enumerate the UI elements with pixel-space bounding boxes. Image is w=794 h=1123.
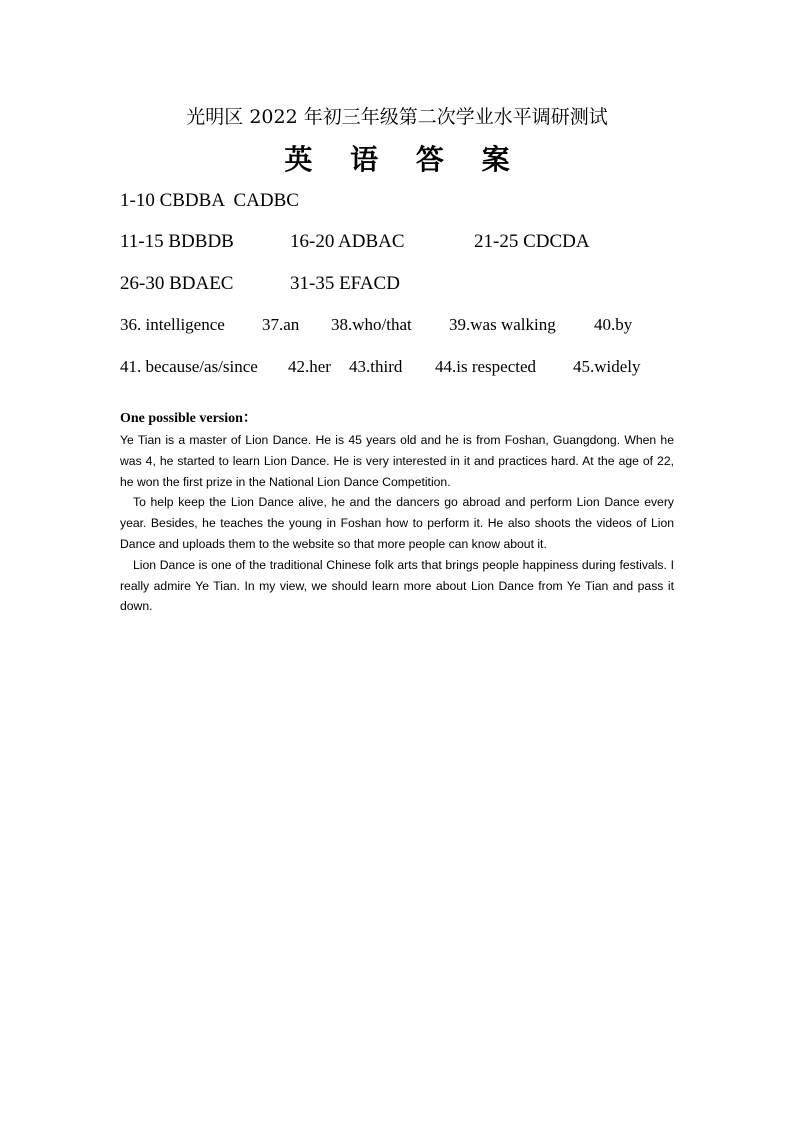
answer-39: 39.was walking [449,315,556,334]
essay-paragraph-3: Lion Dance is one of the traditional Chinese folk arts that brings people happiness during festivals. I really admire Ye Tian. In my view, we should learn more about Lion Dance from Ye Tian and pass it down. [120,557,674,614]
answer-40: 40.by [594,315,633,334]
answer-38: 38.who/that [331,315,412,334]
essay-label: One possible version： [120,411,257,426]
essay-paragraph-2: To help keep the Lion Dance alive, he and the dancers go abroad and perform Lion Dance every year. Besides, he teaches the young in Foshan how to perform it. He also shoots the videos of Lion Dance and uploads them to the website so that more people can know about it. [120,495,674,551]
answer-heading: 英 语 答 案 [284,143,524,176]
answer-42: 42.her [288,357,331,376]
answer-group-31-35: 31-35 EFACD [290,273,400,294]
answer-37: 37.an [262,315,300,334]
answer-43: 43.third [349,357,403,376]
sample-essay [120,409,674,617]
answer-group-1-10: 1-10 CBDBA CADBC [120,190,299,211]
answer-group-26-30: 26-30 BDAEC [120,273,234,294]
answer-group-16-20: 16-20 ADBAC [290,231,405,252]
answer-41: 41. because/as/since [120,357,258,376]
answer-44: 44.is respected [435,357,537,376]
answer-45: 45.widely [573,357,641,376]
exam-title: 光明区 2022 年初三年级第二次学业水平调研测试 [186,106,608,128]
answer-36: 36. intelligence [120,315,225,334]
answer-group-21-25: 21-25 CDCDA [474,231,590,252]
answer-group-11-15: 11-15 BDBDB [120,231,234,252]
essay-paragraph-1: Ye Tian is a master of Lion Dance. He is 45 years old and he is from Foshan, Guangdong. When he was 4, he started to learn Lion Dance. He is very interested in it and practices hard. At the age of 22, he won the first prize in the National Lion Dance Competition. [120,433,674,489]
